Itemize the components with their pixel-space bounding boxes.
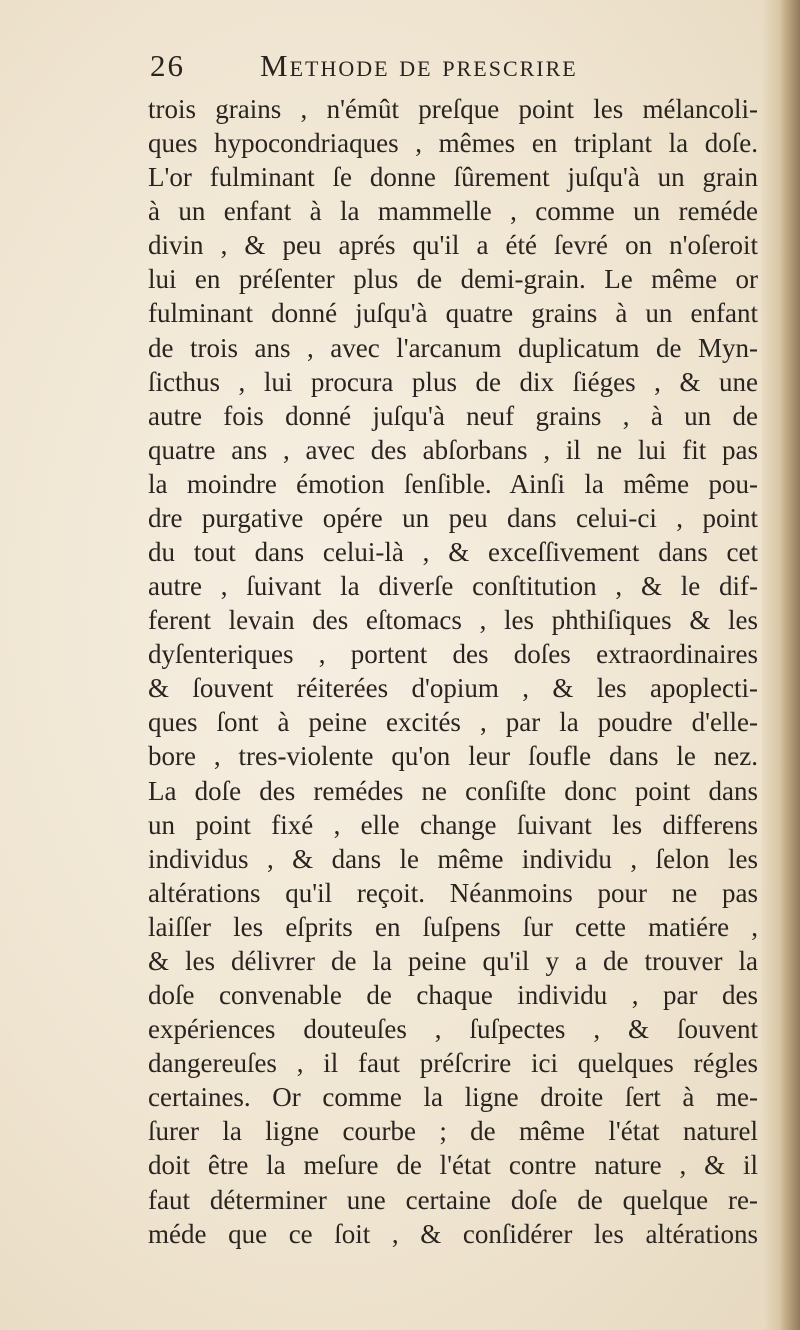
text-line: ſicthus , lui procura plus de dix ſiéges , & une xyxy=(148,366,758,397)
text-line: L'or fulminant ſe donne ſûrement juſqu'à un grain xyxy=(148,162,758,193)
text-line: doit être la meſure de l'état contre nature , & il xyxy=(148,1150,758,1181)
text-line: faut déterminer une certaine doſe de quelque re- xyxy=(148,1184,758,1215)
text-line: doſe convenable de chaque individu , par des xyxy=(148,980,758,1011)
text-line: du tout dans celui-là , & exceſſivement dans cet xyxy=(148,537,758,568)
text-line: quatre ans , avec des abſorbans , il ne lui fit pas xyxy=(148,434,758,465)
running-head xyxy=(150,48,750,92)
text-line: bore , tres-violente qu'on leur ſoufle dans le nez. xyxy=(148,741,758,772)
text-line: & ſouvent réiterées d'opium , & les apoplecti- xyxy=(148,673,758,704)
text-line: un point fixé , elle change ſuivant les differens xyxy=(148,809,758,840)
text-line: ferent levain des eſtomacs , les phthiſiques & les xyxy=(148,605,758,636)
text-line: certaines. Or comme la ligne droite ſert à me- xyxy=(148,1082,758,1113)
text-line: altérations qu'il reçoit. Néanmoins pour ne pas xyxy=(148,877,758,908)
text-line: & les délivrer de la peine qu'il y a de trouver la xyxy=(148,945,758,976)
text-line: laiſſer les eſprits en ſuſpens ſur cette matiére , xyxy=(148,911,758,942)
text-line: autre fois donné juſqu'à neuf grains , à un de xyxy=(148,400,758,431)
body-text xyxy=(148,92,758,1251)
page-number: 26 xyxy=(150,48,185,83)
text-line: ques hypocondriaques , mêmes en triplant la doſe. xyxy=(148,128,758,159)
text-line: autre , ſuivant la diverſe conſtitution , & le dif- xyxy=(148,571,758,602)
text-line: lui en préſenter plus de demi-grain. Le même or xyxy=(148,264,758,295)
text-line: trois grains , n'émût preſque point les mélancoli- xyxy=(148,94,758,124)
text-line: de trois ans , avec l'arcanum duplicatum de Myn- xyxy=(148,332,758,363)
text-line: ſurer la ligne courbe ; de même l'état naturel xyxy=(148,1116,758,1147)
text-line: ques ſont à peine excités , par la poudre d'elle- xyxy=(148,707,758,738)
text-line: La doſe des remédes ne conſiſte donc point dans xyxy=(148,775,758,806)
text-line: individus , & dans le même individu , ſelon les xyxy=(148,843,758,874)
text-line: la moindre émotion ſenſible. Ainſi la même pou- xyxy=(148,468,758,499)
text-line: dre purgative opére un peu dans celui-ci , point xyxy=(148,502,758,533)
text-line: méde que ce ſoit , & conſidérer les altérations xyxy=(148,1218,758,1249)
text-line: dyſenteriques , portent des doſes extraordinaires xyxy=(148,639,758,670)
text-line: expériences douteuſes , ſuſpectes , & ſouvent xyxy=(148,1014,758,1045)
text-line: à un enfant à la mammelle , comme un reméde xyxy=(148,196,758,227)
text-line: divin , & peu aprés qu'il a été ſevré on n'oſeroit xyxy=(148,230,758,261)
text-line: dangereuſes , il faut préſcrire ici quelques régles xyxy=(148,1048,758,1079)
text-line: fulminant donné juſqu'à quatre grains à un enfant xyxy=(148,298,758,329)
page-edge xyxy=(762,0,800,1330)
running-title: Methode de prescrire xyxy=(260,48,578,83)
